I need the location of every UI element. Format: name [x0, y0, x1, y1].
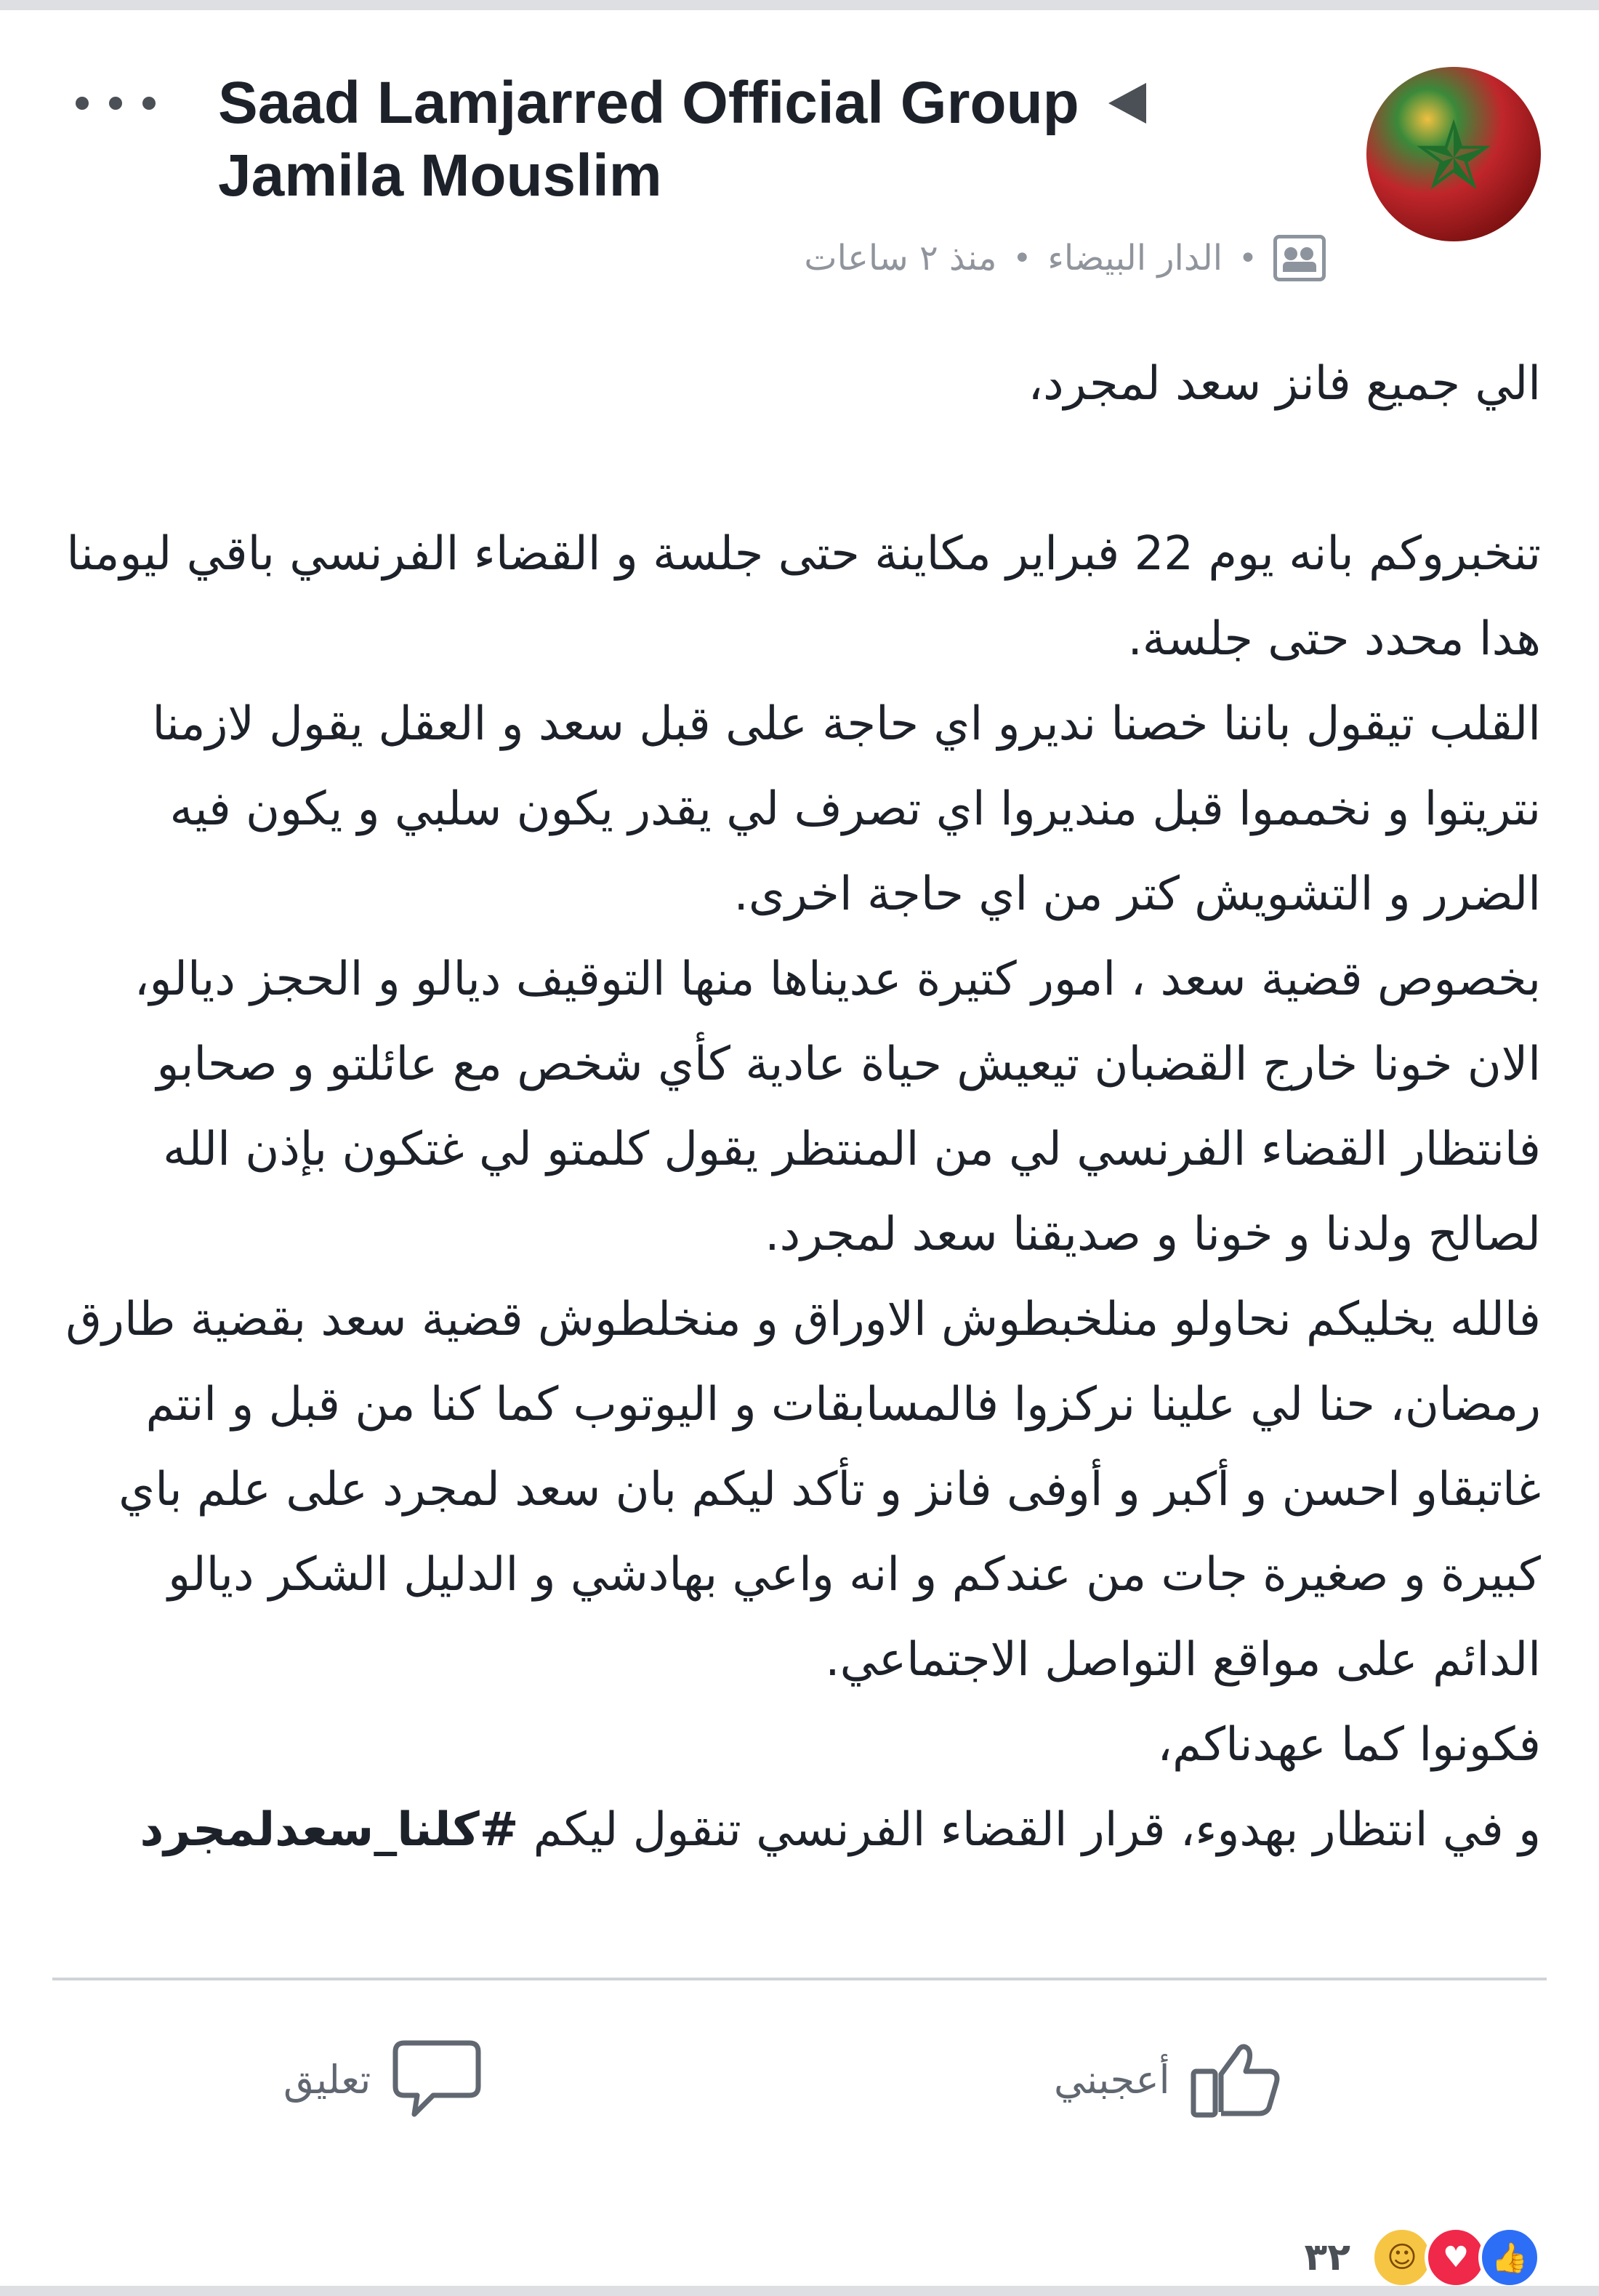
author-name-link[interactable]: Jamila Mouslim: [218, 143, 662, 209]
post-last-line: و في انتظار بهدوء، قرار القضاء الفرنسي تنقول ليكم: [518, 1803, 1541, 1857]
dot-icon: [109, 97, 122, 110]
star-icon: ✯: [1414, 103, 1493, 211]
post-paragraph: فكونوا كما عهدناكم،: [1157, 1718, 1541, 1772]
like-label: أعجبني: [1054, 2056, 1170, 2103]
top-border: [0, 0, 1599, 10]
group-privacy-icon: [1273, 235, 1326, 281]
triangle-left-icon: [1108, 83, 1146, 124]
location-link[interactable]: الدار البيضاء: [1047, 238, 1223, 278]
post-header: [218, 67, 1236, 212]
timestamp-link[interactable]: منذ ٢ ساعات: [804, 238, 997, 278]
post-paragraph: الي جميع فانز سعد لمجرد،: [1028, 357, 1541, 411]
post-paragraph-last: [58, 1788, 1541, 1873]
comment-button[interactable]: [283, 2028, 484, 2130]
thumbs-up-icon: [1189, 2039, 1284, 2119]
speech-bubble-icon: [390, 2036, 484, 2123]
bottom-border: [0, 2286, 1599, 2296]
group-name-link[interactable]: Saad Lamjarred Official Group: [218, 70, 1079, 136]
haha-reaction-icon: ☺: [1371, 2226, 1433, 2289]
comment-label: تعليق: [283, 2056, 371, 2103]
like-reaction-icon: 👍: [1478, 2226, 1541, 2289]
post-paragraph: تنخبروكم بانه يوم 22 فبراير مكاينة حتى جلسة و القضاء الفرنسي باقي ليومنا هدا محدد حتى جلسة.: [66, 527, 1541, 666]
actions-divider: [52, 1978, 1547, 1980]
more-options-button[interactable]: [76, 81, 156, 125]
post-paragraph: بخصوص قضية سعد ، امور كتيرة عديناها منها التوقيف ديالو و الحجز ديالو، الان خونا خارج القضبان تيعيش حياة عادية كأي شخص مع عائلتو و صحابو فانتظار القضاء الفرنسي لي من المنتظر يقول كلمتو لي غتكون بإذن الله لصالح ولدنا و خونا و صديقنا سعد لمجرد.: [134, 952, 1541, 1261]
post-meta: [804, 233, 1330, 284]
separator-dot: •: [1238, 239, 1257, 277]
like-button[interactable]: [1054, 2028, 1284, 2130]
separator-dot: •: [1012, 239, 1032, 277]
author-avatar[interactable]: [1366, 67, 1541, 241]
reactions-summary[interactable]: [1305, 2225, 1541, 2290]
reaction-count: ٣٢: [1304, 2236, 1350, 2279]
post-paragraph: القلب تيقول باننا خصنا نديرو اي حاجة على قبل سعد و العقل يقول لازمنا نتريتوا و نخمموا قبل منديروا اي تصرف لي يقدر يكون سلبي و يكون فيه الضرر و التشويش كتر من اي حاجة اخرى.: [152, 697, 1541, 921]
post-paragraph: فالله يخليكم نحاولو منلخبطوش الاوراق و منخلطوش قضية سعد بقضية طارق رمضان، حنا لي علينا نركزوا فالمسابقات و اليوتوب كما كنا من قبل و انتم غاتبقاو احسن و أكبر و أوفى فانز و تأكد ليكم بان سعد لمجرد على علم باي كبيرة و صغيرة جات من عندكم و انه واعي بهادشي و الدليل الشكر ديالو الدائم على مواقع التواصل الاجتماعي.: [65, 1293, 1541, 1687]
dot-icon: [142, 97, 156, 110]
dot-icon: [76, 97, 89, 110]
hashtag-link[interactable]: #كلنا_سعدلمجرد: [140, 1803, 519, 1857]
post-body: [58, 342, 1541, 1873]
love-reaction-icon: ♥: [1425, 2226, 1487, 2289]
